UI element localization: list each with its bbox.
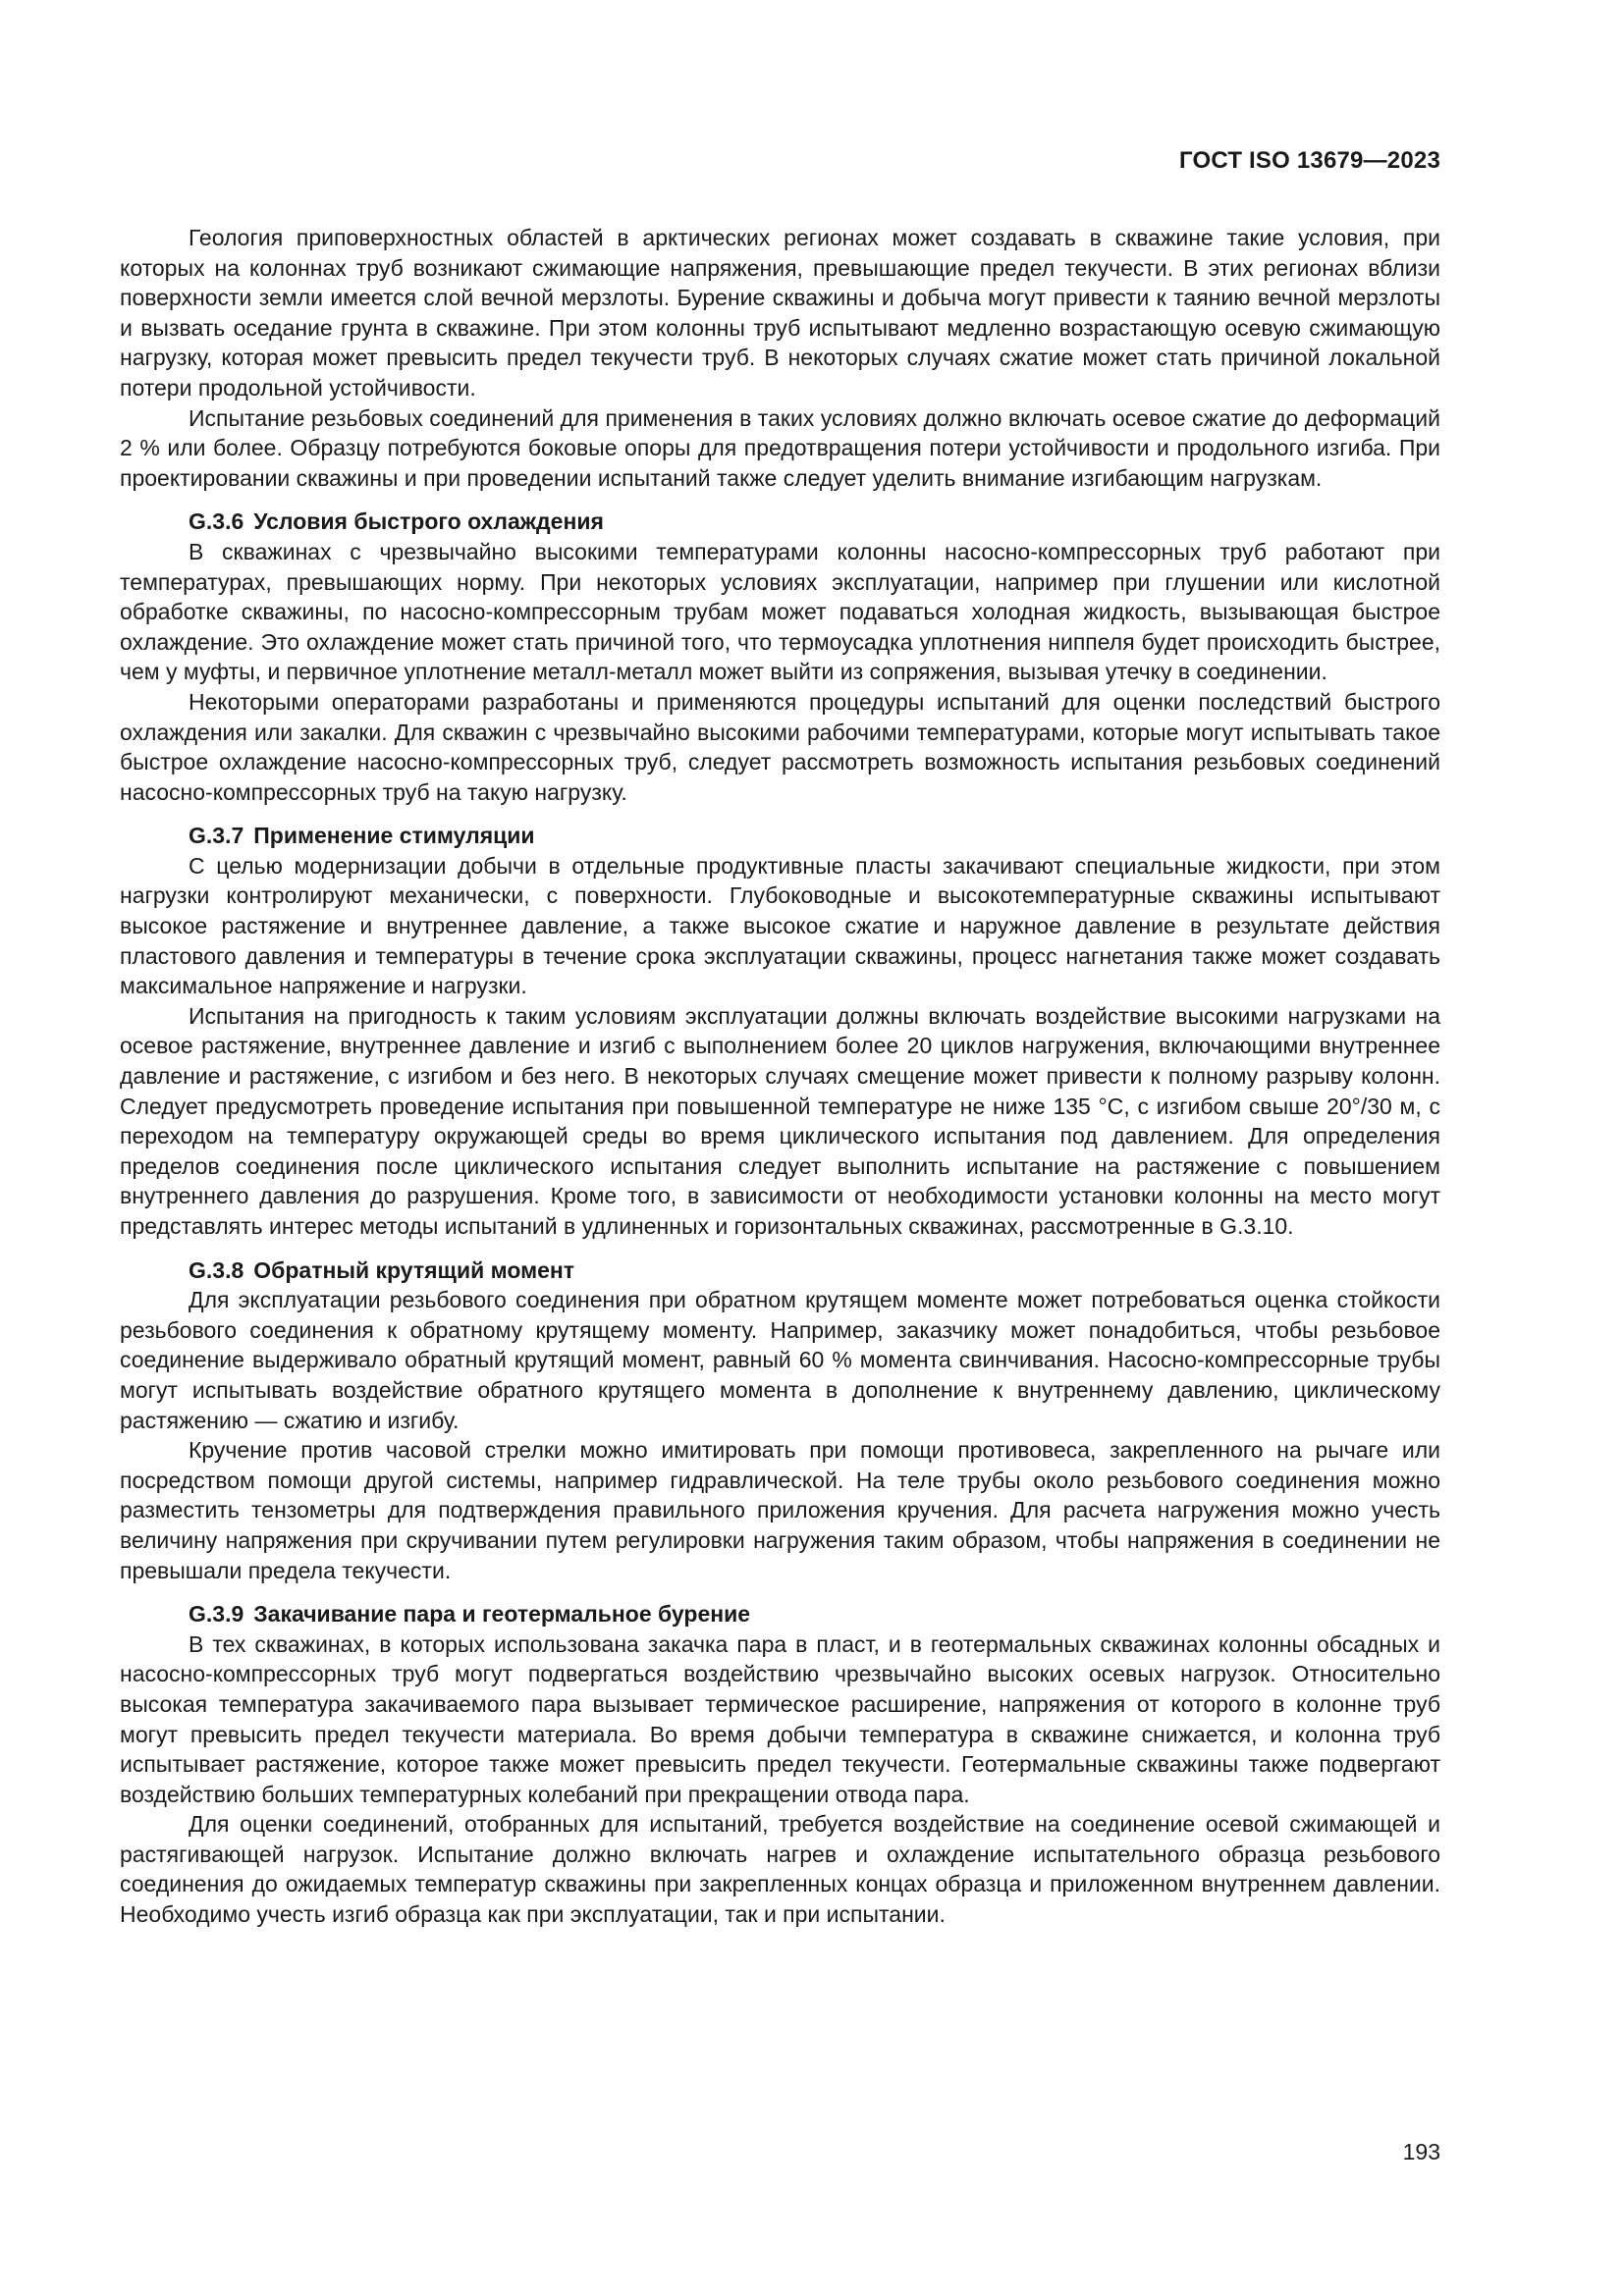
document-header: ГОСТ ISO 13679—2023 <box>1179 147 1440 174</box>
section-paragraph: Для оценки соединений, отобранных для испытаний, требуется воздействие на соединение осевой сжимающей и растягивающей нагрузок. Испытание должно включать нагрев и охлаждение испытательного образца резьбового соединения до ожидаемых температур скважины при закрепленных концах образца и приложенном внутреннем давлении. Необходимо учесть изгиб образца как при эксплуатации, так и при испытании. <box>120 1811 1440 1928</box>
section-number: G.3.6 <box>189 508 244 535</box>
section-title: Закачивание пара и геотермальное бурение <box>253 1601 751 1628</box>
document-body <box>120 223 1440 1930</box>
section-heading-g-3-8 <box>120 1255 1440 1286</box>
intro-paragraph: Испытание резьбовых соединений для применения в таких условиях должно включать осевое сжатие до деформаций 2 % или более. Образцу потребуются боковые опоры для предотвращения потери устойчивости и продольного изгиба. При проектировании скважины и при проведении испытаний также следует уделить внимание изгибающим нагрузкам. <box>120 404 1440 491</box>
section-heading-g-3-6 <box>120 507 1440 537</box>
section-paragraph: Испытания на пригодность к таким условиям эксплуатации должны включать воздействие высокими нагрузками на осевое растяжение, внутреннее давление и изгиб с выполнением более 20 циклов нагружения, включающими внутреннее давление и растяжение, с изгибом и без него. В некоторых случаях смещение может привести к полному разрыву колонн. Следует предусмотреть проведение испытания при повышенной температуре не ниже 135 °C, с изгибом свыше 20°/30 м, с переходом на температуру окружающей среды во время циклического испытания под давлением. Для определения пределов соединения после циклического испытания следует выполнить испытание на растяжение с повышением внутреннего давления до разрушения. Кроме того, в зависимости от необходимости установки колонны на место могут представлять интерес методы испытаний в удлиненных и горизонтальных скважинах, рассмотренные в G.3.10. <box>120 1002 1440 1239</box>
section-paragraph: С целью модернизации добычи в отдельные продуктивные пласты закачивают специальные жидкости, при этом нагрузки контролируют механически, с поверхности. Глубоководные и высокотемпературные скважины испытывают высокое растяжение и внутреннее давление, а также высокое сжатие и наружное давление в результате действия пластового давления и температуры в течение срока эксплуатации скважины, процесс нагнетания также может создавать максимальное напряжение и нагрузки. <box>120 852 1440 999</box>
section-heading-g-3-9 <box>120 1599 1440 1629</box>
section-title: Обратный крутящий момент <box>253 1256 575 1283</box>
section-title: Применение стимуляции <box>253 823 535 849</box>
section-heading-g-3-7 <box>120 821 1440 851</box>
page-number: 193 <box>1402 2139 1440 2164</box>
section-paragraph: Кручение против часовой стрелки можно имитировать при помощи противовеса, закрепленного на рычаге или посредством помощи другой системы, например гидравлической. На теле трубы около резьбового соединения можно разместить тензометры для подтверждения правильного приложения кручения. Для расчета нагружения можно учесть величину напряжения при скручивании путем регулировки нагружения таким образом, чтобы напряжения в соединении не превышали предела текучести. <box>120 1437 1440 1583</box>
section-paragraph: Некоторыми операторами разработаны и применяются процедуры испытаний для оценки последствий быстрого охлаждения или закалки. Для скважин с чрезвычайно высокими рабочими температурами, которые могут испытывать такое быстрое охлаждение насосно-компрессорных труб, следует рассмотреть возможность испытания резьбовых соединений насосно-компрессорных труб на такую нагрузку. <box>120 688 1440 805</box>
section-title: Условия быстрого охлаждения <box>253 508 604 535</box>
intro-paragraph: Геология приповерхностных областей в арктических регионах может создавать в скважине такие условия, при которых на колоннах труб возникают сжимающие напряжения, превышающие предел текучести. В этих регионах вблизи поверхности земли имеется слой вечной мерзлоты. Бурение скважины и добыча могут привести к таянию вечной мерзлоты и вызвать оседание грунта в скважине. При этом колонны труб испытывают медленно возрастающую осевую сжимающую нагрузку, которая может превысить предел текучести труб. В некоторых случаях сжатие может стать причиной локальной потери продольной устойчивости. <box>120 225 1440 400</box>
section-number: G.3.7 <box>189 823 244 849</box>
section-paragraph: В скважинах с чрезвычайно высокими температурами колонны насосно-компрессорных труб работают при температурах, превышающих норму. При некоторых условиях эксплуатации, например при глушении или кислотной обработке скважины, по насосно-компрессорным трубам может подаваться холодная жидкость, вызывающая быстрое охлаждение. Это охлаждение может стать причиной того, что термоусадка уплотнения ниппеля будет происходить быстрее, чем у муфты, и первичное уплотнение металл-металл может выйти из сопряжения, вызывая утечку в соединении. <box>120 538 1440 685</box>
section-paragraph: В тех скважинах, в которых использована закачка пара в пласт, и в геотермальных скважинах колонны обсадных и насосно-компрессорных труб могут подвергаться воздействию чрезвычайно высоких осевых нагрузок. Относительно высокая температура закачиваемого пара вызывает термическое расширение, напряжения от которого в колонне труб могут превысить предел текучести материала. Во время добычи температура в скважине снижается, и колонна труб испытывает растяжение, которое также может превысить предел текучести. Геотермальные скважины также подвергают воздействию больших температурных колебаний при прекращении отвода пара. <box>120 1630 1440 1807</box>
section-number: G.3.8 <box>189 1256 244 1283</box>
section-number: G.3.9 <box>189 1601 244 1628</box>
section-paragraph: Для эксплуатации резьбового соединения при обратном крутящем моменте может потребоваться оценка стойкости резьбового соединения к обратному крутящему моменту. Например, заказчику может понадобиться, чтобы резьбовое соединение выдерживало обратный крутящий момент, равный 60 % момента свинчивания. Насосно-компрессорные трубы могут испытывать воздействие обратного крутящего момента в дополнение к внутреннему давлению, циклическому растяжению — сжатию и изгибу. <box>120 1287 1440 1433</box>
